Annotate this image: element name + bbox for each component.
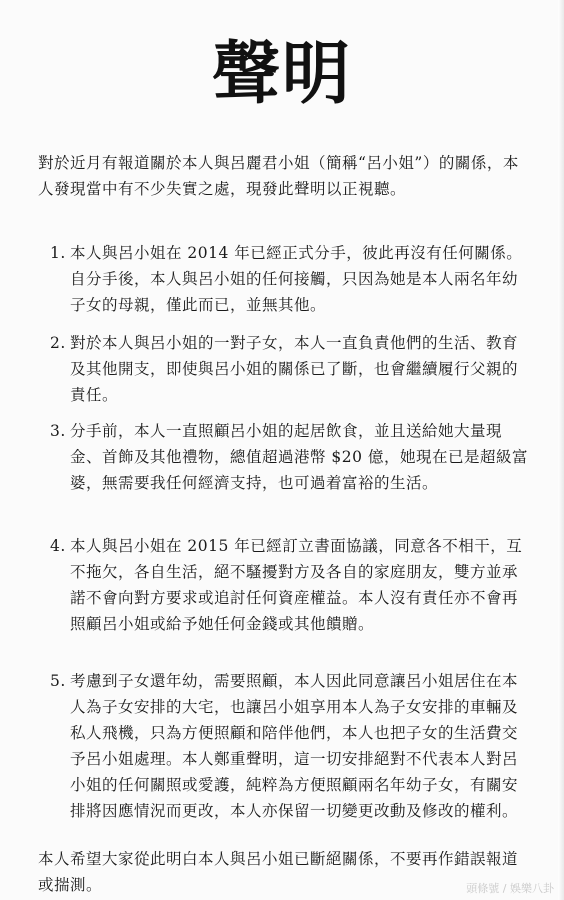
document-title: 聲明 <box>211 35 352 114</box>
statement-item-4 <box>50 533 530 637</box>
statement-item-5 <box>50 668 530 824</box>
item-text: 對於本人與呂小姐的一對子女，本人一直負責他們的生活、教育及其他開支，即使與呂小姐的關係已了斷，也會繼續履行父親的責任。 <box>70 334 519 404</box>
page-edge-shadow <box>558 0 564 900</box>
statement-item-3 <box>50 418 530 496</box>
item-number: 3. <box>50 422 66 440</box>
item-text: 本人與呂小姐在 2015 年已經訂立書面協議，同意各不相干，互不拖欠，各自生活，絕不騷擾對方及各自的家庭朋友，雙方並承諾不會向對方要求或追討任何資産權益。本人沒有責任亦不會再照顧呂小姐或給予她任何金錢或其他饋贈。 <box>70 537 523 633</box>
intro-paragraph: 對於近月有報道關於本人與呂麗君小姐（簡稱“呂小姐”）的關係，本人發現當中有不少失實之處，現發此聲明以正視聽。 <box>38 154 519 198</box>
item-number: 5. <box>50 672 66 690</box>
item-text: 考慮到子女還年幼，需要照顧，本人因此同意讓呂小姐居住在本人為子女安排的大宅，也讓呂小姐享用本人為子女安排的車輛及私人飛機，只為方便照顧和陪伴他們，本人也把子女的生活費交予呂小姐處理。本人鄭重聲明，這一切安排絕對不代表本人對呂小姐的任何關照或愛護，純粹為方便照顧兩名年幼子女，有關安排將因應情況而更改，本人亦保留一切變更改動及修改的權利。 <box>70 672 519 820</box>
statement-item-1 <box>50 240 530 318</box>
watermark: 頭條號 / 娛樂八卦 <box>466 882 554 895</box>
item-text: 分手前，本人一直照顧呂小姐的起居飲食，並且送給她大量現金、首飾及其他禮物，總值超過港幣 $20 億，她現在已是超級富婆，無需要我任何經濟支持，也可過着富裕的生活。 <box>70 422 528 492</box>
statement-item-2 <box>50 330 530 408</box>
item-number: 1. <box>50 244 66 262</box>
item-text: 本人與呂小姐在 2014 年已經正式分手，彼此再沒有任何關係。自分手後，本人與呂小姐的任何接觸，只因為她是本人兩名年幼子女的母親，僅此而已，並無其他。 <box>70 244 523 314</box>
closing-paragraph: 本人希望大家從此明白本人與呂小姐已斷絕關係，不要再作錯誤報道或揣測。 <box>38 850 519 894</box>
item-number: 4. <box>50 537 66 555</box>
item-number: 2. <box>50 334 66 352</box>
